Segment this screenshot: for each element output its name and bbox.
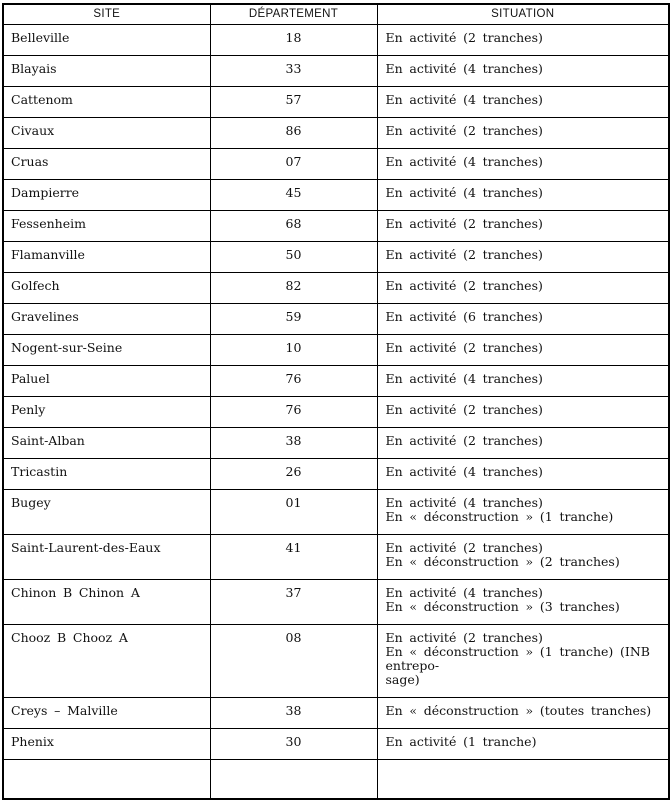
departement-cell: 68 <box>210 210 377 241</box>
empty-cell <box>210 759 377 799</box>
site-cell: Blayais <box>3 55 210 86</box>
situation-line: En activité (1 tranche) <box>385 733 537 749</box>
departement-cell: 76 <box>210 396 377 427</box>
site-cell: Nogent-sur-Seine <box>3 334 210 365</box>
site-cell: Tricastin <box>3 458 210 489</box>
situation-cell <box>377 117 669 148</box>
departement-cell: 10 <box>210 334 377 365</box>
departement-cell: 45 <box>210 179 377 210</box>
site-cell: Dampierre <box>3 179 210 210</box>
departement-cell: 38 <box>210 427 377 458</box>
site-cell: Cattenom <box>3 86 210 117</box>
situation-line: En activité (2 tranches) <box>385 629 543 645</box>
site-cell: Belleville <box>3 24 210 55</box>
situation-line: En activité (4 tranches) <box>385 584 543 600</box>
site-cell: Saint-Alban <box>3 427 210 458</box>
site-cell: Golfech <box>3 272 210 303</box>
table-row <box>3 427 669 458</box>
column-header-departement: DÉPARTEMENT <box>210 4 377 24</box>
site-cell: Fessenheim <box>3 210 210 241</box>
situation-line: En activité (4 tranches) <box>385 60 543 76</box>
table-row <box>3 241 669 272</box>
situation-cell <box>377 303 669 334</box>
situation-line: sage) <box>385 671 420 687</box>
table-row <box>3 534 669 579</box>
situation-line: En activité (2 tranches) <box>385 215 543 231</box>
situation-line: En activité (2 tranches) <box>385 277 543 293</box>
departement-cell: 08 <box>210 624 377 697</box>
header-row <box>3 4 669 24</box>
table-row <box>3 458 669 489</box>
departement-cell: 50 <box>210 241 377 272</box>
site-cell: Saint-Laurent-des-Eaux <box>3 534 210 579</box>
situation-line: En activité (2 tranches) <box>385 29 543 45</box>
departement-cell: 07 <box>210 148 377 179</box>
situation-cell <box>377 24 669 55</box>
situation-line: En activité (4 tranches) <box>385 370 543 386</box>
departement-cell: 76 <box>210 365 377 396</box>
table-row <box>3 24 669 55</box>
situation-line: En activité (4 tranches) <box>385 184 543 200</box>
site-cell: Bugey <box>3 489 210 534</box>
situation-line: En « déconstruction » (2 tranches) <box>385 553 620 569</box>
situation-cell <box>377 489 669 534</box>
site-cell: Paluel <box>3 365 210 396</box>
situation-cell <box>377 365 669 396</box>
situation-cell <box>377 697 669 728</box>
table-row <box>3 396 669 427</box>
departement-cell: 01 <box>210 489 377 534</box>
situation-cell <box>377 396 669 427</box>
site-cell: Chinon B Chinon A <box>3 579 210 624</box>
situation-cell <box>377 624 669 697</box>
situation-line: En activité (2 tranches) <box>385 401 543 417</box>
table-row <box>3 365 669 396</box>
situation-cell <box>377 55 669 86</box>
situation-line: En « déconstruction » (toutes tranches) <box>385 702 652 718</box>
departement-cell: 30 <box>210 728 377 759</box>
column-header-situation: SITUATION <box>377 4 669 24</box>
situation-line: En activité (2 tranches) <box>385 339 543 355</box>
table-row <box>3 624 669 697</box>
empty-cell <box>3 759 210 799</box>
table-row <box>3 489 669 534</box>
situation-line: En activité (2 tranches) <box>385 432 543 448</box>
table-row <box>3 210 669 241</box>
departement-cell: 26 <box>210 458 377 489</box>
departement-cell: 18 <box>210 24 377 55</box>
site-cell: Flamanville <box>3 241 210 272</box>
departement-cell: 33 <box>210 55 377 86</box>
table-row <box>3 272 669 303</box>
situation-cell <box>377 334 669 365</box>
table-row <box>3 728 669 759</box>
table-row <box>3 148 669 179</box>
departement-cell: 82 <box>210 272 377 303</box>
table-row <box>3 179 669 210</box>
situation-cell <box>377 728 669 759</box>
departement-cell: 38 <box>210 697 377 728</box>
situation-cell <box>377 579 669 624</box>
situation-line: En activité (4 tranches) <box>385 91 543 107</box>
situation-line: En « déconstruction » (1 tranche) <box>385 508 614 524</box>
table-row <box>3 697 669 728</box>
situation-cell <box>377 210 669 241</box>
departement-cell: 59 <box>210 303 377 334</box>
site-cell: Cruas <box>3 148 210 179</box>
situation-cell <box>377 272 669 303</box>
table-row <box>3 117 669 148</box>
situation-line: En « déconstruction » (1 tranche) (INB entrepo- <box>385 643 650 673</box>
partial-cutoff-row <box>3 759 669 799</box>
table-row <box>3 303 669 334</box>
site-cell: Penly <box>3 396 210 427</box>
column-header-site: SITE <box>3 4 210 24</box>
table-row <box>3 55 669 86</box>
situation-line: En activité (2 tranches) <box>385 539 543 555</box>
site-cell: Phenix <box>3 728 210 759</box>
situation-line: En activité (4 tranches) <box>385 494 543 510</box>
situation-line: En « déconstruction » (3 tranches) <box>385 598 620 614</box>
situation-line: En activité (4 tranches) <box>385 153 543 169</box>
situation-cell <box>377 86 669 117</box>
site-cell: Civaux <box>3 117 210 148</box>
situation-cell <box>377 148 669 179</box>
table-row <box>3 334 669 365</box>
situation-line: En activité (4 tranches) <box>385 463 543 479</box>
situation-cell <box>377 458 669 489</box>
sites-table <box>2 3 670 800</box>
empty-cell <box>377 759 669 799</box>
site-cell: Chooz B Chooz A <box>3 624 210 697</box>
departement-cell: 86 <box>210 117 377 148</box>
situation-cell <box>377 534 669 579</box>
departement-cell: 37 <box>210 579 377 624</box>
table-row <box>3 579 669 624</box>
situation-cell <box>377 179 669 210</box>
site-cell: Creys – Malville <box>3 697 210 728</box>
table-row <box>3 86 669 117</box>
site-cell: Gravelines <box>3 303 210 334</box>
table-body <box>3 24 669 799</box>
situation-line: En activité (2 tranches) <box>385 246 543 262</box>
departement-cell: 41 <box>210 534 377 579</box>
situation-line: En activité (2 tranches) <box>385 122 543 138</box>
departement-cell: 57 <box>210 86 377 117</box>
situation-line: En activité (6 tranches) <box>385 308 543 324</box>
situation-cell <box>377 427 669 458</box>
situation-cell <box>377 241 669 272</box>
